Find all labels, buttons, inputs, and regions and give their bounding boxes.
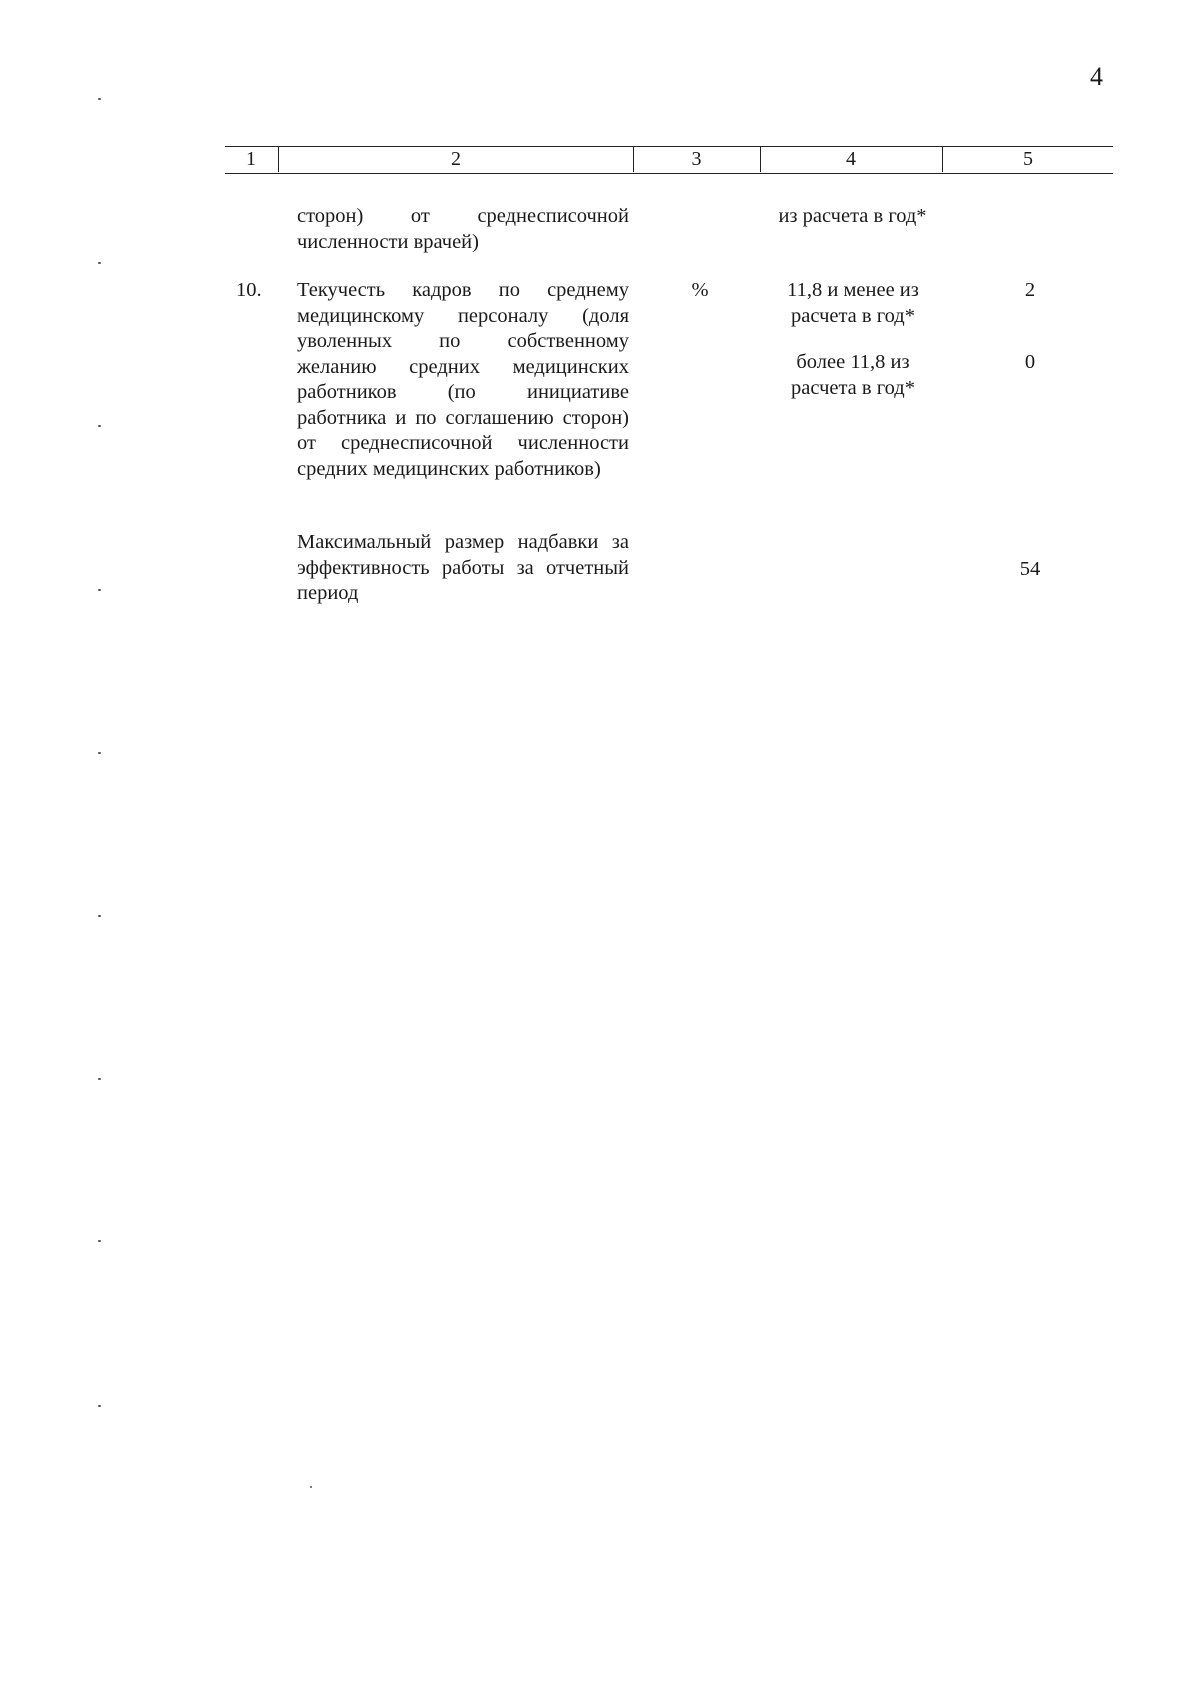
margin-mark [98, 1078, 101, 1080]
margin-mark [98, 915, 101, 917]
table-header-row [225, 146, 1113, 174]
continuation-description: сторон) от среднесписочной численности врачей) [297, 205, 629, 253]
margin-mark [98, 425, 101, 427]
row-number: 10. [236, 279, 262, 301]
header-cell-3: 3 [691, 148, 702, 170]
max-bonus-score: 54 [1019, 558, 1041, 580]
margin-mark [98, 98, 101, 100]
row-score-1: 2 [1024, 279, 1036, 301]
margin-mark [98, 752, 101, 754]
header-cell-1: 1 [246, 148, 256, 170]
row-criteria-1: 11,8 и менее из расчета в год* [787, 279, 919, 327]
margin-mark [98, 589, 101, 591]
row-unit: % [691, 279, 709, 301]
margin-mark [98, 1240, 101, 1242]
header-cell-2: 2 [451, 148, 461, 170]
page-number: 4 [1090, 62, 1103, 91]
continuation-criteria: из расчета в год* [778, 205, 927, 227]
max-bonus-description: Максимальный размер надбавки за эффективность работы за отчетный период [297, 531, 629, 604]
header-cell-5: 5 [1023, 148, 1033, 170]
row-criteria-2: более 11,8 из расчета в год* [791, 351, 915, 399]
row-description: Текучесть кадров по среднему медицинскому персоналу (доля уволенных по собственному желанию средних медицинских работников (по инициативе работника и по соглашению сторон) от среднесписочной численности средних медицинских работников) [297, 279, 629, 480]
margin-mark [98, 262, 101, 264]
margin-mark [310, 1486, 312, 1488]
header-cell-4: 4 [846, 148, 856, 170]
margin-mark [98, 1405, 101, 1407]
row-score-2: 0 [1024, 351, 1036, 373]
